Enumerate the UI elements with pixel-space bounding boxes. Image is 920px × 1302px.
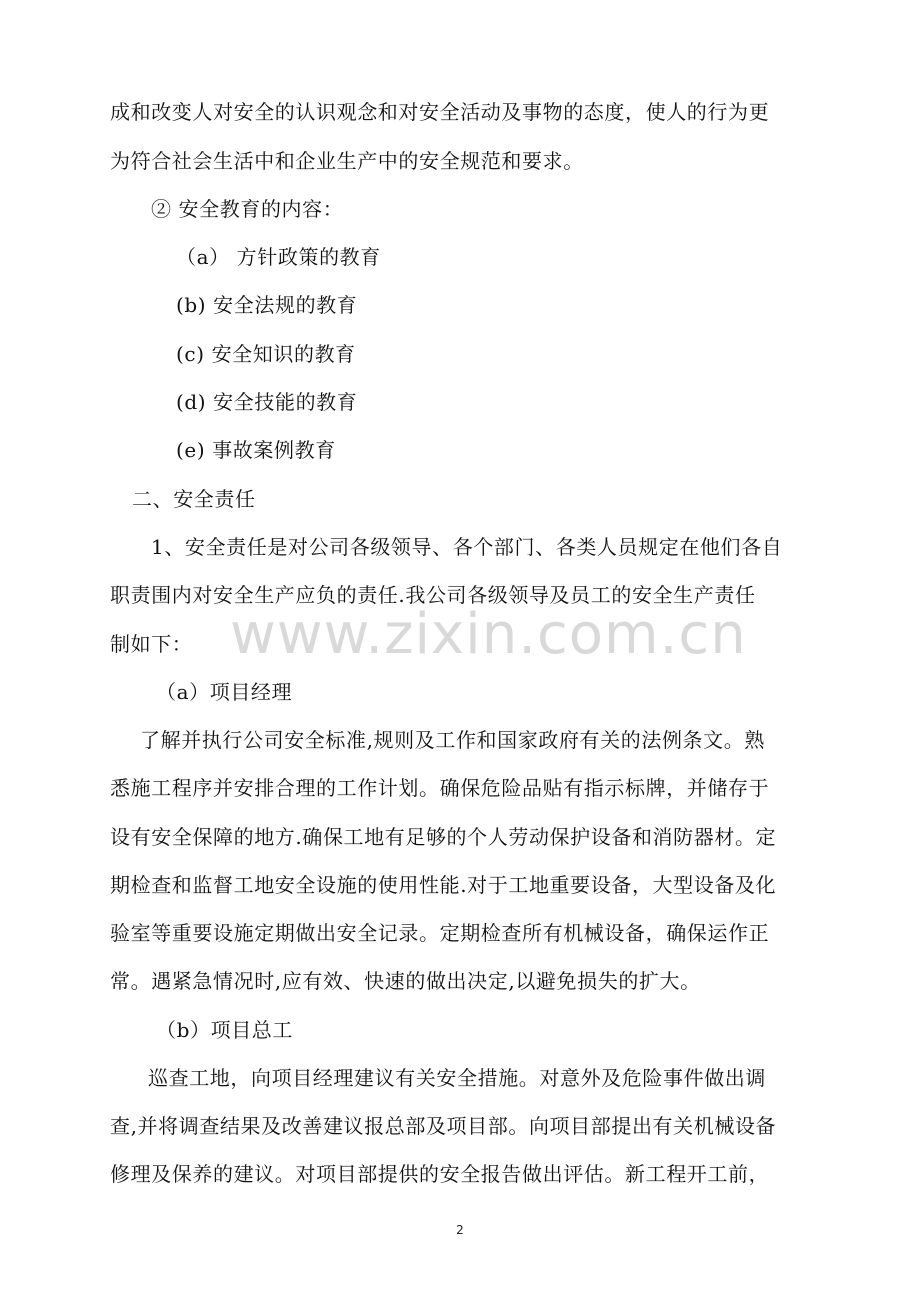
body-line: 悉施工程序并安排合理的工作计划。确保危险品贴有指示标牌，并储存于 xyxy=(110,776,770,800)
body-line: 了解并执行公司安全标准,规则及工作和国家政府有关的法例条文。熟 xyxy=(140,728,765,752)
list-heading: ② 安全教育的内容： xyxy=(151,197,344,221)
body-line: 设有安全保障的地方.确保工地有足够的个人劳动保护设备和消防器材。定 xyxy=(110,825,777,849)
body-line: 为符合社会生活中和企业生产中的安全规范和要求。 xyxy=(110,149,584,173)
body-line: 查,并将调查结果及改善建议报总部及项目部。向项目部提出有关机械设备 xyxy=(110,1114,777,1138)
subsection-heading: （a）项目经理 xyxy=(156,680,293,704)
body-line: 职责围内对安全生产应负的责任.我公司各级领导及员工的安全生产责任 xyxy=(110,583,756,607)
list-item: (e) 事故案例教育 xyxy=(176,438,336,462)
list-item: (b) 安全法规的教育 xyxy=(176,293,358,317)
body-line: 常。遇紧急情况时,应有效、快速的做出决定,以避免损失的扩大。 xyxy=(110,969,701,993)
body-line: 制如下： xyxy=(110,632,193,656)
body-line: 验室等重要设施定期做出安全记录。定期检查所有机械设备，确保运作正 xyxy=(110,921,770,945)
list-item: (d) 安全技能的教育 xyxy=(176,390,358,414)
body-line: 期检查和监督工地安全设施的使用性能.对于工地重要设备，大型设备及化 xyxy=(110,873,777,897)
body-line: 成和改变人对安全的认识观念和对安全活动及事物的态度，使人的行为更 xyxy=(110,100,770,124)
list-item: (c) 安全知识的教育 xyxy=(176,342,356,366)
page-number: 2 xyxy=(456,1223,464,1237)
list-item: （a） 方针政策的教育 xyxy=(176,245,381,269)
watermark: www.zixin.com.cn xyxy=(230,602,747,667)
subsection-heading: （b）项目总工 xyxy=(156,1018,294,1042)
body-line: 巡查工地，向项目经理建议有关安全措施。对意外及危险事件做出调 xyxy=(148,1066,766,1090)
section-heading: 二、安全责任 xyxy=(132,487,256,511)
body-line: 1、安全责任是对公司各级领导、各个部门、各类人员规定在他们各自 xyxy=(151,535,783,559)
body-line: 修理及保养的建议。对项目部提供的安全报告做出评估。新工程开工前， xyxy=(110,1162,770,1186)
